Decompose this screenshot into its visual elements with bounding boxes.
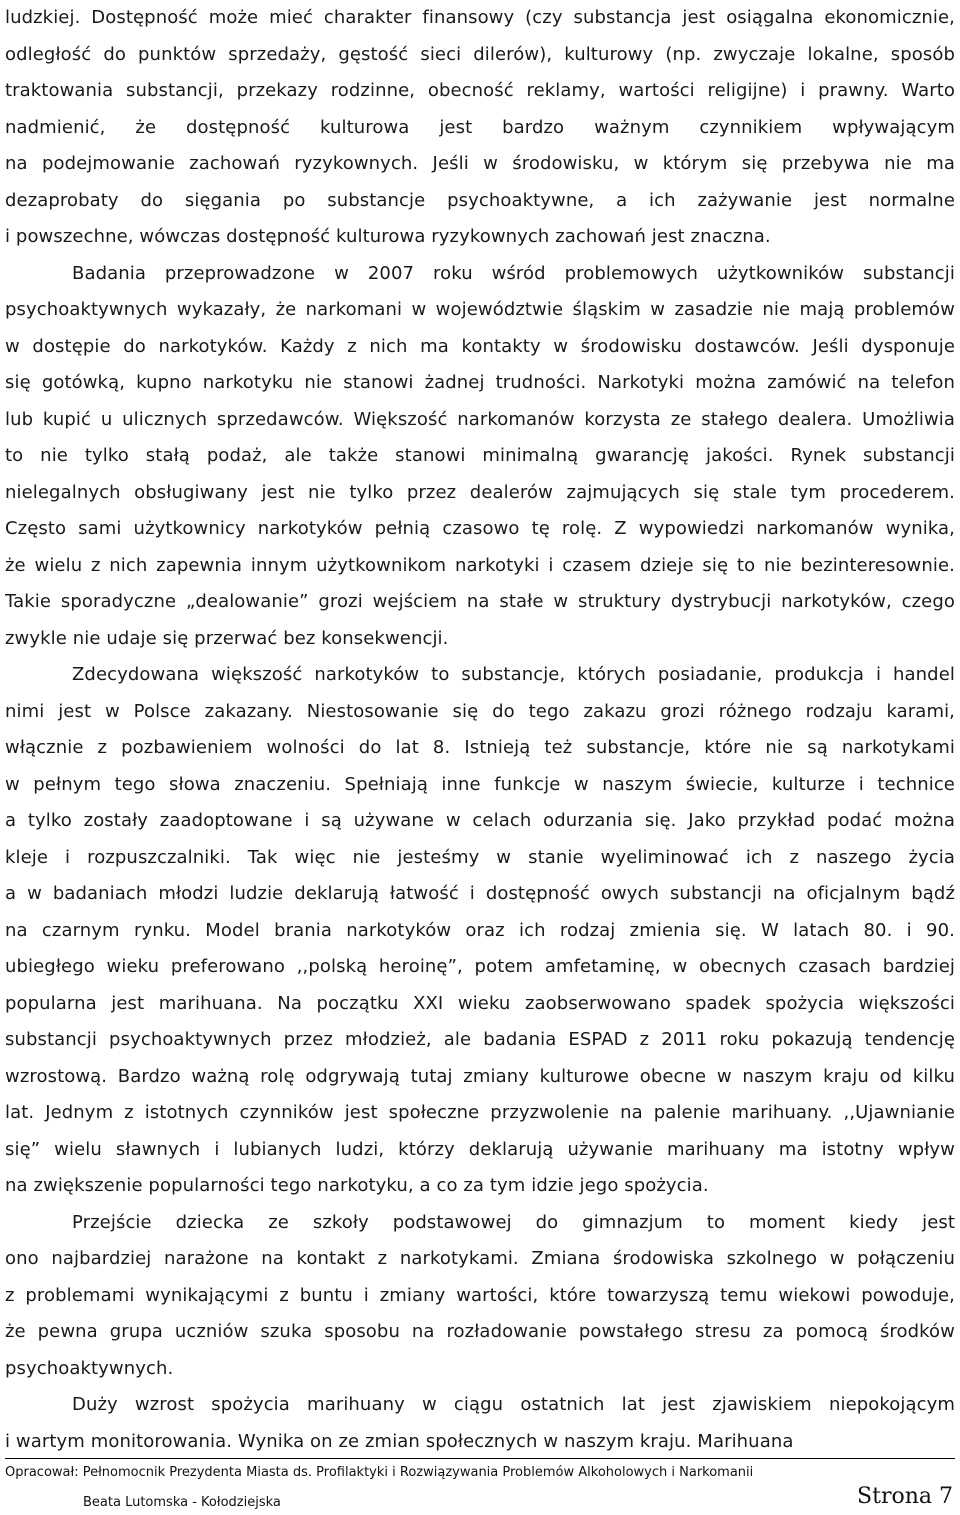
text-line: a tylko zostały zaadoptowane i są używane w celach odurzania się. Jako przykład podać można <box>5 810 955 831</box>
text-line: kleje i rozpuszczalniki. Tak więc nie jesteśmy w stanie wyeliminować ich z naszego życia <box>5 846 955 868</box>
text-line: a w badaniach młodzi ludzie deklarują łatwość i dostępność owych substancji na oficjalnym bądź <box>5 883 955 904</box>
text-line: się” wielu sławnych i lubianych ludzi, którzy deklarują używanie marihuany ma istotny wpływ <box>5 1138 955 1160</box>
text-line: dezaprobaty do sięgania po substancje psychoaktywne, a ich zażywanie jest normalne <box>5 189 955 211</box>
text-line: na podejmowanie zachowań ryzykownych. Jeśli w środowisku, w którym się przebywa nie ma <box>5 153 955 174</box>
text-line: Przejście dziecka ze szkoły podstawowej do gimnazjum to moment kiedy jest <box>72 1211 955 1233</box>
text-line: Takie sporadyczne „dealowanie” grozi wejściem na stałe w struktury dystrybucji narkotyków, czego <box>5 591 955 612</box>
body-text <box>5 0 955 1456</box>
footer-credit: Opracował: Pełnomocnik Prezydenta Miasta ds. Profilaktyki i Rozwiązywania Problemów Alkoholowych i Narkomanii <box>5 1465 754 1480</box>
text-line: i powszechne, wówczas dostępność kulturowa ryzykownych zachowań jest znaczna. <box>5 226 771 247</box>
paragraph <box>5 1387 955 1456</box>
text-line: ubiegłego wieku preferowano ,,polską heroinę”, potem amfetaminę, w obecnych czasach bardziej <box>5 956 955 977</box>
text-line: zwykle nie udaje się przerwać bez konsekwencji. <box>5 627 449 649</box>
text-line: lat. Jednym z istotnych czynników jest społeczne przyzwolenie na palenie marihuany. ,,Ujawnianie <box>5 1102 955 1123</box>
text-line: traktowania substancji, przekazy rodzinne, obecność reklamy, wartości religijne) i prawny. Warto <box>5 80 955 101</box>
paragraph <box>5 657 955 1205</box>
text-line: nadmienić, że dostępność kulturowa jest bardzo ważnym czynnikiem wpływającym <box>5 116 955 138</box>
text-line: to nie tylko stałą podaż, ale także stanowi minimalną gwarancję jakości. Rynek substancji <box>5 445 955 466</box>
text-line: psychoaktywnych. <box>5 1357 174 1379</box>
text-line: ono najbardziej narażone na kontakt z narkotykami. Zmiana środowiska szkolnego w połączeniu <box>5 1248 955 1269</box>
text-line: się gotówką, kupno narkotyku nie stanowi żadnej trudności. Narkotyki można zamówić na telefon <box>5 372 955 393</box>
text-line: z problemami wynikającymi z buntu i zmiany wartości, które towarzyszą temu wiekowi powoduje, <box>5 1284 955 1306</box>
text-line: i wartym monitorowania. Wynika on ze zmian społecznych w naszym kraju. Marihuana <box>5 1430 794 1452</box>
text-line: Duży wzrost spożycia marihuany w ciągu ostatnich lat jest zjawiskiem niepokojącym <box>72 1394 955 1415</box>
text-line: nielegalnych obsługiwany jest nie tylko przez dealerów zajmujących się stale tym procederem. <box>5 481 955 503</box>
text-line: na zwiększenie popularności tego narkotyku, a co za tym idzie jego spożycia. <box>5 1175 709 1196</box>
text-line: lub kupić u ulicznych sprzedawców. Większość narkomanów korzysta ze stałego dealera. Umożliwia <box>5 408 955 430</box>
text-line: w dostępie do narkotyków. Każdy z nich ma kontakty w środowisku dostawców. Jeśli dysponuje <box>5 335 955 357</box>
text-line: Często sami użytkownicy narkotyków pełnią czasowo tę rolę. Z wypowiedzi narkomanów wynika, <box>5 518 955 539</box>
paragraph <box>5 1205 955 1388</box>
paragraph <box>5 0 955 256</box>
paragraph <box>5 256 955 658</box>
text-line: włącznie z pozbawieniem wolności do lat 8. Istnieją też substancje, które nie są narkotykami <box>5 737 955 758</box>
text-line: nimi jest w Polsce zakazany. Niestosowanie się do tego zakazu grozi różnego rodzaju karami, <box>5 700 955 722</box>
text-line: Badania przeprowadzone w 2007 roku wśród problemowych użytkowników substancji <box>72 262 955 284</box>
text-line: substancji psychoaktywnych przez młodzież, ale badania ESPAD z 2011 roku pokazują tendencję <box>5 1029 955 1050</box>
text-line: Zdecydowana większość narkotyków to substancje, których posiadanie, produkcja i handel <box>72 664 955 685</box>
text-line: ludzkiej. Dostępność może mieć charakter finansowy (czy substancja jest osiągalna ekonomicznie, <box>5 7 955 28</box>
text-line: w pełnym tego słowa znaczeniu. Spełniają inne funkcje w naszym świecie, kulturze i technice <box>5 773 955 795</box>
text-line: psychoaktywnych wykazały, że narkomani w województwie śląskim w zasadzie nie mają problemów <box>5 299 955 320</box>
text-line: że wielu z nich zapewnia innym użytkownikom narkotyki i czasem dzieje się to nie bezinteresownie. <box>5 554 955 576</box>
footer-author: Beata Lutomska - Kołodziejska <box>83 1495 281 1510</box>
document-page <box>5 0 955 1515</box>
text-line: na czarnym rynku. Model brania narkotyków oraz ich rodzaj zmienia się. W latach 80. i 90. <box>5 919 955 941</box>
text-line: że pewna grupa uczniów szuka sposobu na rozładowanie powstałego stresu za pomocą środków <box>5 1321 955 1342</box>
text-line: wzrostową. Bardzo ważną rolę odgrywają tutaj zmiany kulturowe obecne w naszym kraju od kilku <box>5 1065 955 1087</box>
footer-divider <box>5 1458 955 1459</box>
text-line: odległość do punktów sprzedaży, gęstość sieci dilerów), kulturowy (np. zwyczaje lokalne, sposób <box>5 43 955 65</box>
text-line: popularna jest marihuana. Na początku XXI wieku zaobserwowano spadek spożycia większości <box>5 992 955 1014</box>
page-number: Strona 7 <box>857 1484 953 1509</box>
